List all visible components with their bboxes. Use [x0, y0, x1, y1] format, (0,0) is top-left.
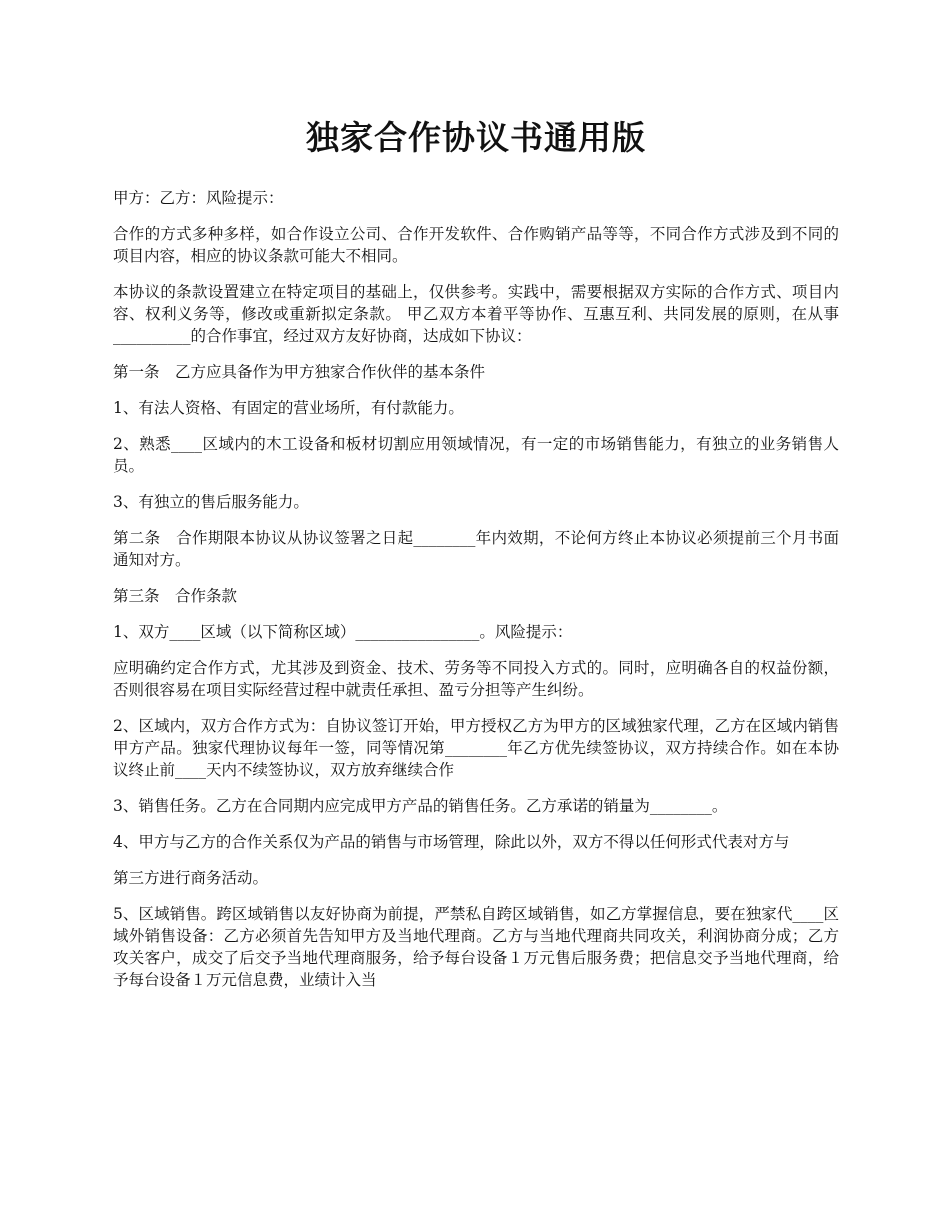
article-3-item-2: 2、区域内，双方合作方式为：自协议签订开始，甲方授权乙方为甲方的区域独家代理，乙方在区域内销售甲方产品。独家代理协议每年一签，同等情况第________年乙方优先续签协议，双方持续合作。如在本协议终止前____天内不续签协议，双方放弃继续合作 — [113, 717, 839, 779]
document-page — [113, 112, 839, 1005]
article-1-item-2: 2、熟悉____区域内的木工设备和板材切割应用领域情况，有一定的市场销售能力，有独立的业务销售人员。 — [113, 435, 839, 475]
party-line: 甲方：乙方：风险提示： — [113, 189, 284, 207]
article-2-term: 第二条 合作期限本协议从协议签署之日起________年内效期，不论何方终止本协议必须提前三个月书面通知对方。 — [113, 529, 839, 569]
article-3-item-4-continued: 第三方进行商务活动。 — [113, 869, 269, 887]
article-3-item-1: 1、双方____区域（以下简称区域）________________。风险提示： — [113, 623, 573, 641]
article-3-heading: 第三条 合作条款 — [113, 587, 238, 605]
article-1-item-1: 1、有法人资格、有固定的营业场所，有付款能力。 — [113, 399, 464, 417]
risk-note-rights: 应明确约定合作方式，尤其涉及到资金、技术、劳务等不同投入方式的。同时，应明确各自的权益份额，否则很容易在项目实际经营过程中就责任承担、盈亏分担等产生纠纷。 — [113, 659, 839, 699]
article-1-heading: 第一条 乙方应具备作为甲方独家合作伙伴的基本条件 — [113, 363, 486, 381]
article-3-item-4: 4、甲方与乙方的合作关系仅为产品的销售与市场管理，除此以外，双方不得以任何形式代表对方与 — [113, 833, 790, 851]
risk-note-cooperation-methods: 合作的方式多种多样，如合作设立公司、合作开发软件、合作购销产品等等，不同合作方式涉及到不同的项目内容，相应的协议条款可能大不相同。 — [113, 225, 839, 265]
preamble-paragraph: 本协议的条款设置建立在特定项目的基础上，仅供参考。实践中，需要根据双方实际的合作方式、项目内容、权利义务等，修改或重新拟定条款。 甲乙双方本着平等协作、互惠互利、共同发展的原则，在从事__________的合作事宜，经过双方友好协商，达成如下协议： — [113, 283, 839, 345]
article-3-item-3: 3、销售任务。乙方在合同期内应完成甲方产品的销售任务。乙方承诺的销量为________。 — [113, 797, 728, 815]
document-title: 独家合作协议书通用版 — [306, 118, 646, 157]
article-3-item-5: 5、区域销售。跨区域销售以友好协商为前提，严禁私自跨区域销售，如乙方掌握信息，要在独家代____区域外销售设备：乙方必须首先告知甲方及当地代理商。乙方与当地代理商共同攻关，利润协商分成；乙方攻关客户，成交了后交予当地代理商服务，给予每台设备１万元售后服务费；把信息交予当地代理商，给予每台设备１万元信息费，业绩计入当 — [113, 905, 839, 989]
article-1-item-3: 3、有独立的售后服务能力。 — [113, 493, 309, 511]
